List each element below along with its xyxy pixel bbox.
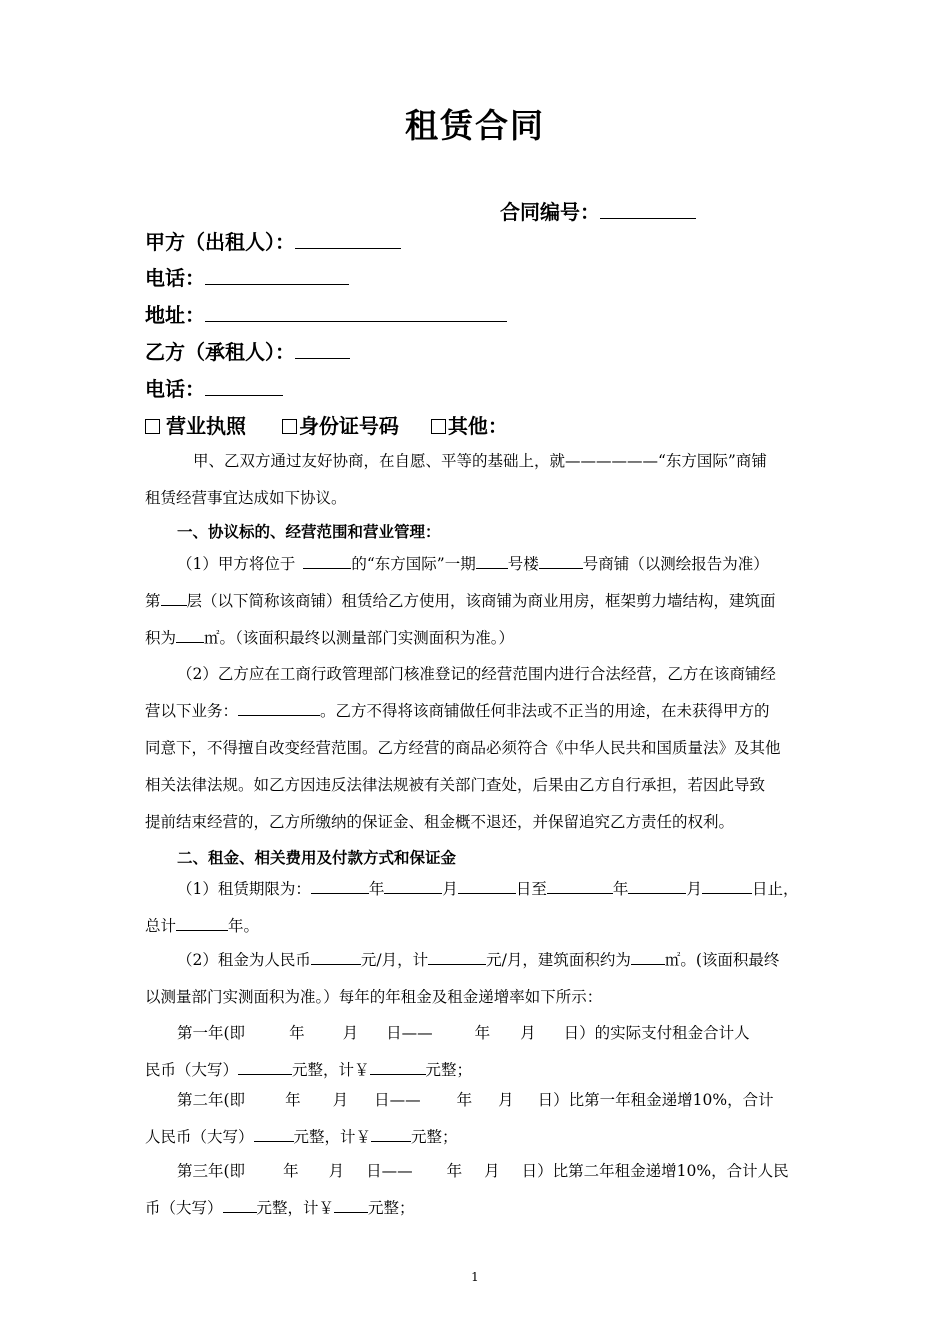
- text: 第: [145, 592, 161, 610]
- text: 月: [342, 1024, 359, 1042]
- section-1-title: 一、协议标的、经营范围和营业管理：: [177, 522, 441, 541]
- text: 月: [328, 1162, 345, 1180]
- text: 日至: [515, 880, 547, 898]
- checkbox-icon: [145, 419, 160, 434]
- text: 币（大写）: [145, 1199, 223, 1217]
- blank: [547, 877, 613, 894]
- text: 日）比第二年租金递增10%，合计人民: [521, 1162, 789, 1180]
- text: 元整；: [425, 1061, 473, 1079]
- checkbox-icon: [282, 419, 297, 434]
- party-b-phone-blank: [205, 375, 283, 396]
- blank: [161, 589, 187, 606]
- blank: [176, 626, 204, 643]
- address-label: 地址：: [145, 303, 205, 327]
- section-1-clause-2: [145, 656, 807, 841]
- blank: [371, 1125, 411, 1142]
- section-2-title: 二、租金、相关费用及付款方式和保证金: [177, 848, 457, 867]
- text: 日）比第一年租金递增10%，合计: [537, 1091, 774, 1109]
- blank: [303, 552, 351, 569]
- blank: [628, 877, 686, 894]
- blank: [631, 948, 665, 965]
- text: 月: [484, 1162, 500, 1180]
- text: 日——: [386, 1024, 433, 1042]
- party-a-field: [145, 226, 401, 255]
- text: 月: [498, 1091, 514, 1109]
- text: 年: [283, 1162, 299, 1180]
- text: （2）乙方应在工商行政管理部门核准登记的经营范围内进行合法经营，乙方在该商铺经: [177, 665, 776, 683]
- text: 元/月，建筑面积约为: [486, 951, 631, 969]
- option-label: 身份证号码: [298, 414, 399, 438]
- text: 第一年(即: [177, 1024, 246, 1042]
- text: 年: [368, 880, 385, 898]
- blank: [176, 914, 228, 931]
- business-scope-blank: [238, 699, 320, 716]
- text: 月: [332, 1091, 349, 1109]
- contract-number-field: [500, 196, 696, 225]
- text: 日——: [366, 1162, 413, 1180]
- party-b-blank: [295, 338, 350, 359]
- text: 提前结束经营的，乙方所缴纳的保证金、租金概不退还，并保留追究乙方责任的权利。: [145, 813, 735, 831]
- text: 日）的实际支付租金合计人: [563, 1024, 750, 1042]
- text: 元整；: [411, 1128, 458, 1146]
- year-3-rent: [145, 1153, 807, 1227]
- text: 年: [289, 1024, 305, 1042]
- text: 号楼: [507, 555, 539, 573]
- contract-number-blank: [600, 198, 696, 219]
- page-number: 1: [471, 1270, 479, 1284]
- text: （1）租赁期限为：: [177, 880, 311, 898]
- text: 的“东方国际”一期: [351, 555, 476, 573]
- text: 月: [686, 880, 702, 898]
- party-a-phone-field: [145, 262, 349, 291]
- text: 人民币（大写）: [145, 1128, 254, 1146]
- party-b-phone-field: [145, 373, 283, 402]
- text: 元整，计￥: [293, 1128, 372, 1146]
- blank: [311, 948, 361, 965]
- party-b-phone-label: 电话：: [145, 377, 205, 401]
- blank: [223, 1196, 257, 1213]
- text: 相关法律法规。如乙方因违反法律法规被有关部门查处，后果由乙方自行承担，若因此导致: [145, 776, 766, 794]
- contract-number-label: 合同编号：: [500, 200, 600, 224]
- blank: [334, 1196, 368, 1213]
- option-label: 营业执照: [166, 414, 246, 438]
- year-2-rent: [145, 1082, 807, 1156]
- text: 民币（大写）: [145, 1061, 239, 1079]
- text: ㎡。(该面积最终: [664, 951, 780, 969]
- text: （1）甲方将位于: [177, 555, 296, 573]
- text: （2）租金为人民币: [177, 951, 311, 969]
- party-b-label: 乙方（承租人）：: [145, 340, 295, 364]
- year-1-rent: [145, 1015, 807, 1089]
- text: 以测量部门实测面积为准。）每年的年租金及租金递增率如下所示：: [145, 988, 603, 1006]
- text: 年。: [228, 917, 260, 935]
- section-2-clause-2: [145, 942, 807, 1016]
- id-type-options: [145, 410, 508, 439]
- blank: [702, 877, 752, 894]
- party-a-phone-blank: [205, 264, 349, 285]
- party-b-field: [145, 336, 350, 365]
- document-title: 租赁合同: [405, 106, 545, 145]
- text: 元/月，计: [360, 951, 429, 969]
- text: ㎡。（该面积最终以测量部门实测面积为准。）: [204, 629, 515, 647]
- party-a-label: 甲方（出租人）：: [145, 230, 295, 254]
- blank: [539, 552, 583, 569]
- section-1-clause-1: [145, 546, 807, 657]
- text: 年: [446, 1162, 463, 1180]
- party-a-phone-label: 电话：: [145, 266, 205, 290]
- blank: [428, 948, 486, 965]
- text: 年: [285, 1091, 301, 1109]
- text: 元整；: [368, 1199, 415, 1217]
- text: 元整，计￥: [292, 1061, 370, 1079]
- text: 月: [520, 1024, 536, 1042]
- text: 第三年(即: [177, 1162, 246, 1180]
- blank: [476, 552, 508, 569]
- checkbox-other[interactable]: [431, 414, 508, 438]
- intro-line-1: 甲、乙双方通过友好协商，在自愿、平等的基础上，就——————“东方国际”商铺: [193, 452, 767, 470]
- intro-line-2: 租赁经营事宜达成如下协议。: [145, 489, 347, 507]
- address-blank: [205, 301, 507, 322]
- text: 日止，: [751, 880, 799, 898]
- text: 年: [612, 880, 629, 898]
- text: 日——: [374, 1091, 421, 1109]
- blank: [238, 1058, 292, 1075]
- checkbox-business-license[interactable]: [145, 414, 246, 438]
- party-a-blank: [295, 228, 401, 249]
- text: 年: [456, 1091, 473, 1109]
- blank: [384, 877, 442, 894]
- blank: [458, 877, 516, 894]
- blank: [370, 1058, 426, 1075]
- blank: [254, 1125, 294, 1142]
- option-label: 其他：: [447, 414, 508, 438]
- blank: [311, 877, 369, 894]
- address-field: [145, 299, 507, 328]
- text: 元整，计￥: [256, 1199, 335, 1217]
- text: 号商铺（以测绘报告为准）: [582, 555, 769, 573]
- checkbox-icon: [431, 419, 446, 434]
- section-2-clause-1: [145, 871, 807, 945]
- checkbox-id-number[interactable]: [282, 414, 399, 438]
- text: 同意下，不得擅自改变经营范围。乙方经营的商品必须符合《中华人民共和国质量法》及其他: [145, 739, 781, 757]
- text: 层（以下简称该商铺）租赁给乙方使用，该商铺为商业用房，框架剪力墙结构，建筑面: [186, 592, 776, 610]
- text: 年: [474, 1024, 491, 1042]
- text: 。乙方不得将该商铺做任何非法或不正当的用途，在未获得甲方的: [320, 702, 770, 720]
- text: 总计: [145, 917, 177, 935]
- text: 第二年(即: [177, 1091, 246, 1109]
- text: 营以下业务：: [145, 702, 239, 720]
- intro-paragraph: [145, 443, 807, 517]
- text: 积为: [145, 629, 177, 647]
- text: 月: [442, 880, 458, 898]
